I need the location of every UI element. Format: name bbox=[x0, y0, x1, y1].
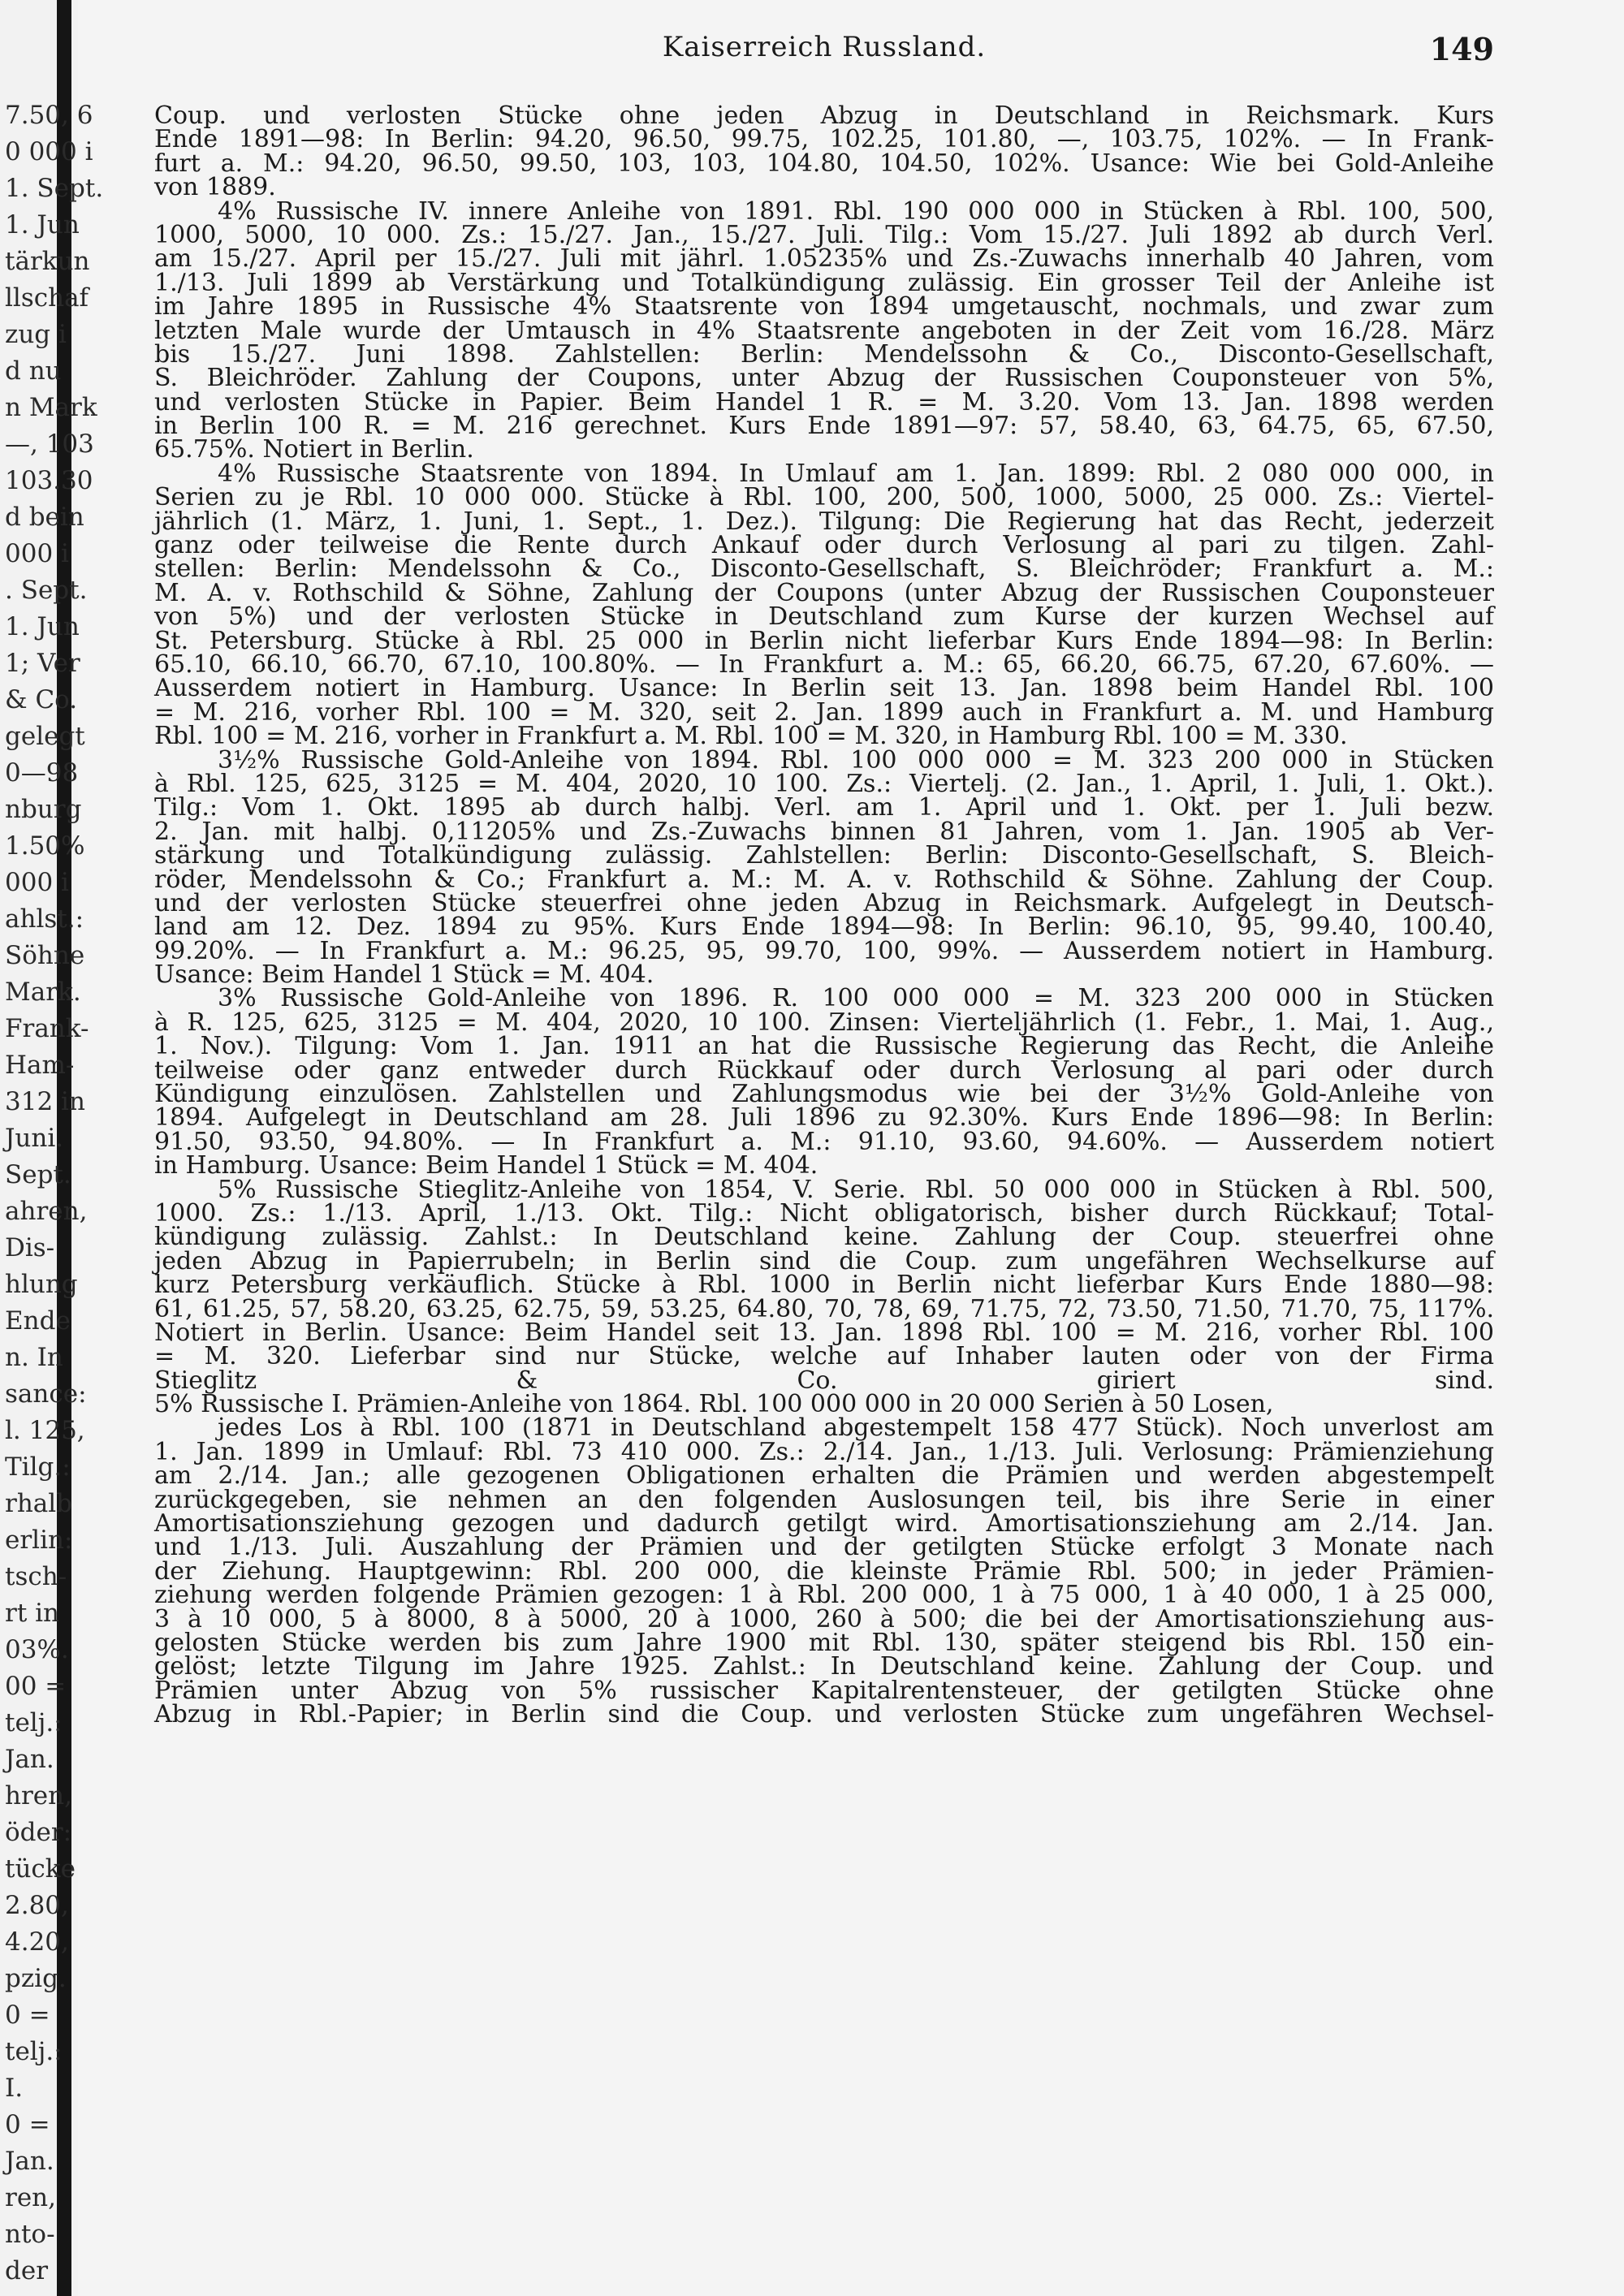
gutter-fragment: sance: bbox=[5, 1379, 87, 1409]
gutter-fragment: Ham- bbox=[5, 1051, 75, 1080]
gutter-fragment: 1. Jun bbox=[5, 210, 80, 240]
page-body bbox=[154, 101, 1494, 1729]
text-line: land am 12. Dez. 1894 zu 95%. Kurs Ende 1894—98: In Berlin: 96.10, 95, 99.40, 100.40, bbox=[154, 913, 1494, 942]
text-line: Ausserdem notiert in Hamburg. Usance: In Berlin seit 13. Jan. 1898 beim Handel Rbl. 100 bbox=[154, 674, 1494, 703]
previous-page-gutter bbox=[0, 0, 104, 2296]
gutter-fragment: Sept. bbox=[5, 1160, 71, 1189]
text-line: Tilg.: Vom 1. Okt. 1895 ab durch halbj. Verl. am 1. April und 1. Okt. per 1. Juli bezw. bbox=[154, 793, 1494, 822]
gutter-fragment: ahlst.: bbox=[5, 904, 84, 934]
text-line: am 2./14. Jan.; alle gezogenen Obligationen erhalten die Prämien und werden abgestempelt bbox=[154, 1461, 1494, 1491]
text-line: und 1./13. Juli. Auszahlung der Prämien und der getilgten Stücke erfolgt 3 Monate nach bbox=[154, 1533, 1494, 1562]
entry-heading-line: 4% Russische IV. innere Anleihe von 1891. Rbl. 190 000 000 in Stücken à Rbl. 100, 500, bbox=[218, 196, 1494, 226]
gutter-fragment: 0 = bbox=[5, 2110, 50, 2139]
text-line: 1. Jan. 1899 in Umlauf: Rbl. 73 410 000. Zs.: 2./14. Jan., 1./13. Juli. Verlosung: Prämienziehung bbox=[154, 1437, 1494, 1466]
text-line: im Jahre 1895 in Russische 4% Staatsrente von 1894 umgetauscht, nochmals, und zwar zum bbox=[154, 292, 1494, 322]
text-line: 61, 61.25, 57, 58.20, 63.25, 62.75, 59, 53.25, 64.80, 70, 78, 69, 71.75, 72, 73.50, 71.50, 71.70, 75, 117%. bbox=[154, 1294, 1494, 1323]
text-line: 65.75%. Notiert in Berlin. bbox=[154, 435, 474, 464]
gutter-fragment: nburg bbox=[5, 795, 82, 824]
text-line: röder, Mendelssohn & Co.; Frankfurt a. M.: M. A. v. Rothschild & Söhne. Zahlung der Coup. bbox=[154, 865, 1494, 894]
gutter-fragment: 1; Ver bbox=[5, 649, 80, 678]
gutter-fragment: 0 = bbox=[5, 2000, 50, 2030]
gutter-fragment: pzig. bbox=[5, 1964, 67, 1993]
text-line: M. A. v. Rothschild & Söhne, Zahlung der Coupons (unter Abzug der Russischen Couponsteuer bbox=[154, 578, 1494, 607]
gutter-fragment: Mark. bbox=[5, 978, 81, 1007]
entry-heading-line: 3½% Russische Gold-Anleihe von 1894. Rbl. 100 000 000 = M. 323 200 000 in Stücken bbox=[218, 745, 1494, 775]
gutter-fragment: 000 i bbox=[5, 868, 69, 897]
gutter-fragment: 312 in bbox=[5, 1087, 85, 1116]
gutter-fragment: telj.: bbox=[5, 1708, 63, 1737]
text-line: = M. 320. Lieferbar sind nur Stücke, welche auf Inhaber lauten oder von der Firma bbox=[154, 1342, 1494, 1371]
text-line: stärkung und Totalkündigung zulässig. Zahlstellen: Berlin: Disconto-Gesellschaft, S. Bleich- bbox=[154, 841, 1494, 870]
text-line: 99.20%. — In Frankfurt a. M.: 96.25, 95, 99.70, 100, 99%. — Ausserdem notiert in Hamburg. bbox=[154, 936, 1494, 965]
text-line: gelosten Stücke werden bis zum Jahre 1900 mit Rbl. 130, später steigend bis Rbl. 150 ein- bbox=[154, 1629, 1494, 1657]
gutter-fragment: Jan. bbox=[5, 2147, 54, 2176]
text-line: der Ziehung. Hauptgewinn: Rbl. 200 000, die kleinste Prämie Rbl. 500; in jeder Prämien- bbox=[154, 1556, 1494, 1586]
text-line: 1./13. Juli 1899 ab Verstärkung und Totalkündigung zulässig. Ein grosser Teil der Anleihe ist bbox=[154, 268, 1494, 297]
gutter-fragment: Dis- bbox=[5, 1233, 55, 1262]
gutter-fragment: öder: bbox=[5, 1818, 72, 1847]
gutter-fragment: erlin: bbox=[5, 1526, 73, 1555]
text-line: bis 15./27. Juni 1898. Zahlstellen: Berlin: Mendelssohn & Co., Disconto-Gesellschaft, bbox=[154, 339, 1494, 369]
gutter-fragment: d bein bbox=[5, 503, 84, 532]
text-line: furt a. M.: 94.20, 96.50, 99.50, 103, 103, 104.80, 104.50, 102%. Usance: Wie bei Gold-Anleihe bbox=[154, 149, 1494, 178]
text-line: à R. 125, 625, 3125 = M. 404, 2020, 10 100. Zinsen: Vierteljährlich (1. Febr., 1. Mai, 1. Aug., bbox=[154, 1008, 1494, 1037]
gutter-fragment: 00 = bbox=[5, 1672, 67, 1701]
text-line: von 5%) und der verlosten Stücke in Deutschland zum Kurse der kurzen Wechsel auf bbox=[154, 602, 1494, 632]
gutter-fragment: Juni. bbox=[5, 1124, 64, 1153]
entry-heading-line: 5% Russische Stieglitz-Anleihe von 1854, V. Serie. Rbl. 50 000 000 in Stücken à Rbl. 500, bbox=[218, 1175, 1494, 1204]
text-line: kurz Petersburg verkäuflich. Stücke à Rbl. 1000 in Berlin nicht lieferbar Kurs Ende 1880—98: bbox=[154, 1271, 1494, 1300]
gutter-fragment: Söhne bbox=[5, 941, 85, 970]
gutter-fragment: telj.: bbox=[5, 2037, 63, 2066]
text-line: 3 à 10 000, 5 à 8000, 8 à 5000, 20 à 1000, 260 à 500; die bei der Amortisationsziehung aus- bbox=[154, 1604, 1494, 1634]
text-line: St. Petersburg. Stücke à Rbl. 25 000 in Berlin nicht lieferbar Kurs Ende 1894—98: In Berlin: bbox=[154, 626, 1494, 655]
text-line: Notiert in Berlin. Usance: Beim Handel seit 13. Jan. 1898 Rbl. 100 = M. 216, vorher Rbl. 100 bbox=[154, 1318, 1494, 1347]
gutter-fragment: 2.80, bbox=[5, 1891, 69, 1920]
gutter-fragment: tücke bbox=[5, 1854, 76, 1884]
running-title: Kaiserreich Russland. bbox=[662, 31, 987, 63]
gutter-fragment: hren, bbox=[5, 1781, 72, 1810]
text-line: und der verlosten Stücke steuerfrei ohne jeden Abzug in Reichsmark. Aufgelegt in Deutsch- bbox=[154, 888, 1494, 917]
gutter-fragment: —, 103 bbox=[5, 429, 94, 459]
entry-heading-line: 4% Russische Staatsrente von 1894. In Umlauf am 1. Jan. 1899: Rbl. 2 080 000 000, in bbox=[218, 459, 1494, 488]
gutter-fragment: hlung bbox=[5, 1270, 78, 1299]
gutter-fragment: gelegt bbox=[5, 722, 85, 751]
page bbox=[154, 0, 1494, 2296]
gutter-fragment: rhalb bbox=[5, 1489, 73, 1518]
gutter-fragment: Frank- bbox=[5, 1014, 89, 1043]
text-line: 5% Russische I. Prämien-Anleihe von 1864. Rbl. 100 000 000 in 20 000 Serien à 50 Losen, bbox=[154, 1390, 1274, 1419]
entry-heading-line: jedes Los à Rbl. 100 (1871 in Deutschland abgestempelt 158 477 Stück). Noch unverlost am bbox=[218, 1413, 1494, 1443]
text-line: Usance: Beim Handel 1 Stück = M. 404. bbox=[154, 960, 654, 990]
gutter-fragment: nto- bbox=[5, 2220, 55, 2249]
text-line: in Berlin 100 R. = M. 216 gerechnet. Kurs Ende 1891—97: 57, 58.40, 63, 64.75, 65, 67.50, bbox=[154, 412, 1494, 441]
entry-heading-line: 3% Russische Gold-Anleihe von 1896. R. 100 000 000 = M. 323 200 000 in Stücken bbox=[218, 984, 1494, 1013]
text-line: 2. Jan. mit halbj. 0,11205% und Zs.-Zuwachs binnen 81 Jahren, vom 1. Jan. 1905 ab Ver- bbox=[154, 817, 1494, 846]
gutter-fragment: Tilg.: bbox=[5, 1452, 71, 1482]
gutter-fragment: 1. Jun bbox=[5, 612, 80, 641]
page-number: 149 bbox=[1429, 31, 1494, 67]
gutter-fragment: I. bbox=[5, 2074, 24, 2103]
gutter-fragment: Jan. bbox=[5, 1745, 54, 1774]
gutter-fragment: d nu bbox=[5, 356, 62, 386]
text-line: am 15./27. April per 15./27. Juli mit jährl. 1.05235% und Zs.-Zuwachs innerhalb 40 Jahren, vom bbox=[154, 244, 1494, 274]
text-line: Stieglitz & Co. giriert sind. bbox=[154, 1366, 1494, 1395]
text-line: ganz oder teilweise die Rente durch Ankauf oder durch Verlosung al pari zu tilgen. Zahl- bbox=[154, 531, 1494, 560]
text-line: gelöst; letzte Tilgung im Jahre 1925. Zahlst.: In Deutschland keine. Zahlung der Coup. und bbox=[154, 1652, 1494, 1681]
gutter-fragment: 103.30 bbox=[5, 466, 93, 495]
text-line: von 1889. bbox=[154, 173, 276, 202]
gutter-fragment: tärkun bbox=[5, 247, 90, 276]
text-line: Coup. und verlosten Stücke ohne jeden Abzug in Deutschland in Reichsmark. Kurs bbox=[154, 101, 1494, 130]
text-line: 1000, 5000, 10 000. Zs.: 15./27. Jan., 15./27. Juli. Tilg.: Vom 15./27. Juli 1892 ab durch Verl. bbox=[154, 220, 1494, 249]
gutter-fragment: der bbox=[5, 2256, 49, 2285]
text-line: stellen: Berlin: Mendelssohn & Co., Disconto-Gesellschaft, S. Bleichröder; Frankfurt a. M.: bbox=[154, 555, 1494, 584]
text-line: Amortisationsziehung gezogen und dadurch getilgt wird. Amortisationsziehung am 2./14. Jan. bbox=[154, 1509, 1494, 1539]
text-line: 91.50, 93.50, 94.80%. — In Frankfurt a. M.: 91.10, 93.60, 94.60%. — Ausserdem notiert bbox=[154, 1127, 1494, 1156]
text-line: Kündigung einzulösen. Zahlstellen und Zahlungsmodus wie bei der 3½% Gold-Anleihe von bbox=[154, 1080, 1494, 1109]
gutter-fragment: 1.50% bbox=[5, 831, 85, 861]
text-line: Abzug in Rbl.-Papier; in Berlin sind die Coup. und verlosten Stücke zum ungefähren Wechsel- bbox=[154, 1700, 1494, 1729]
gutter-fragment: . Sept. bbox=[5, 576, 88, 605]
text-line: à Rbl. 125, 625, 3125 = M. 404, 2020, 10 100. Zs.: Viertelj. (2. Jan., 1. April, 1. Juli, 1. Okt.). bbox=[154, 769, 1494, 798]
gutter-fragment: n Mark bbox=[5, 393, 97, 422]
gutter-fragment: n. In bbox=[5, 1343, 63, 1372]
text-line: kündigung zulässig. Zahlst.: In Deutschland keine. Zahlung der Coup. steuerfrei ohne bbox=[154, 1223, 1494, 1252]
gutter-fragment: 1. Sept. bbox=[5, 174, 104, 203]
gutter-fragment: ahren, bbox=[5, 1197, 88, 1226]
gutter-fragment: ren, bbox=[5, 2183, 56, 2212]
text-line: 65.10, 66.10, 66.70, 67.10, 100.80%. — In Frankfurt a. M.: 65, 66.20, 66.75, 67.20, 67.60%. — bbox=[154, 650, 1494, 679]
text-line: zurückgegeben, sie nehmen an den folgenden Auslosungen teil, bis ihre Serie in einer bbox=[154, 1485, 1494, 1514]
gutter-fragment: 0—98 bbox=[5, 758, 79, 788]
gutter-fragment: llschaf bbox=[5, 283, 89, 313]
gutter-fragment: 03%. bbox=[5, 1635, 69, 1664]
gutter-fragment: 0 000 i bbox=[5, 137, 93, 166]
gutter-fragment: l. 125, bbox=[5, 1416, 85, 1445]
gutter-fragment: tsch- bbox=[5, 1562, 67, 1591]
text-line: ziehung werden folgende Prämien gezogen: 1 à Rbl. 200 000, 1 à 75 000, 1 à 40 000, 1 à 25 000, bbox=[154, 1581, 1494, 1610]
text-line: S. Bleichröder. Zahlung der Coupons, unter Abzug der Russischen Couponsteuer von 5%, bbox=[154, 364, 1494, 393]
text-line: 1000. Zs.: 1./13. April, 1./13. Okt. Tilg.: Nicht obligatorisch, bisher durch Rückkauf; Total- bbox=[154, 1198, 1494, 1228]
text-line: 1894. Aufgelegt in Deutschland am 28. Juli 1896 zu 92.30%. Kurs Ende 1896—98: In Berlin: bbox=[154, 1103, 1494, 1133]
text-line: in Hamburg. Usance: Beim Handel 1 Stück = M. 404. bbox=[154, 1151, 818, 1180]
page-header bbox=[154, 31, 1494, 71]
text-line: 1. Nov.). Tilgung: Vom 1. Jan. 1911 an hat die Russische Regierung das Recht, die Anleihe bbox=[154, 1032, 1494, 1061]
text-line: = M. 216, vorher Rbl. 100 = M. 320, seit 2. Jan. 1899 auch in Frankfurt a. M. und Hamburg bbox=[154, 697, 1494, 727]
text-line: Ende 1891—98: In Berlin: 94.20, 96.50, 99.75, 102.25, 101.80, —, 103.75, 102%. — In Frank- bbox=[154, 125, 1494, 154]
text-line: Rbl. 100 = M. 216, vorher in Frankfurt a. M. Rbl. 100 = M. 320, in Hamburg Rbl. 100 = M. 330. bbox=[154, 722, 1348, 751]
text-line: letzten Male wurde der Umtausch in 4% Staatsrente angeboten in der Zeit vom 16./28. März bbox=[154, 316, 1494, 345]
gutter-fragment: rt in bbox=[5, 1599, 60, 1628]
gutter-fragment: & Co. bbox=[5, 685, 78, 714]
gutter-fragment: Ende bbox=[5, 1306, 71, 1336]
gutter-fragment: 000 i bbox=[5, 539, 69, 568]
text-line: teilweise oder ganz entweder durch Rückkauf oder durch Verlosung al pari oder durch bbox=[154, 1055, 1494, 1085]
text-line: jeden Abzug in Papierrubeln; in Berlin sind die Coup. zum ungefähren Wechselkurse auf bbox=[154, 1246, 1494, 1275]
gutter-fragment: zug i bbox=[5, 320, 67, 349]
gutter-fragment: 7.50, 6 bbox=[5, 101, 93, 130]
text-line: Prämien unter Abzug von 5% russischer Kapitalrentensteuer, der getilgten Stücke ohne bbox=[154, 1676, 1494, 1705]
text-line: Serien zu je Rbl. 10 000 000. Stücke à Rbl. 100, 200, 500, 1000, 5000, 25 000. Zs.: Viertel- bbox=[154, 483, 1494, 512]
gutter-fragment: 4.20, bbox=[5, 1927, 69, 1957]
text-line: jährlich (1. März, 1. Juni, 1. Sept., 1. Dez.). Tilgung: Die Regierung hat das Recht, jederzeit bbox=[154, 507, 1494, 536]
text-line: und verlosten Stücke in Papier. Beim Handel 1 R. = M. 3.20. Vom 13. Jan. 1898 werden bbox=[154, 387, 1494, 416]
